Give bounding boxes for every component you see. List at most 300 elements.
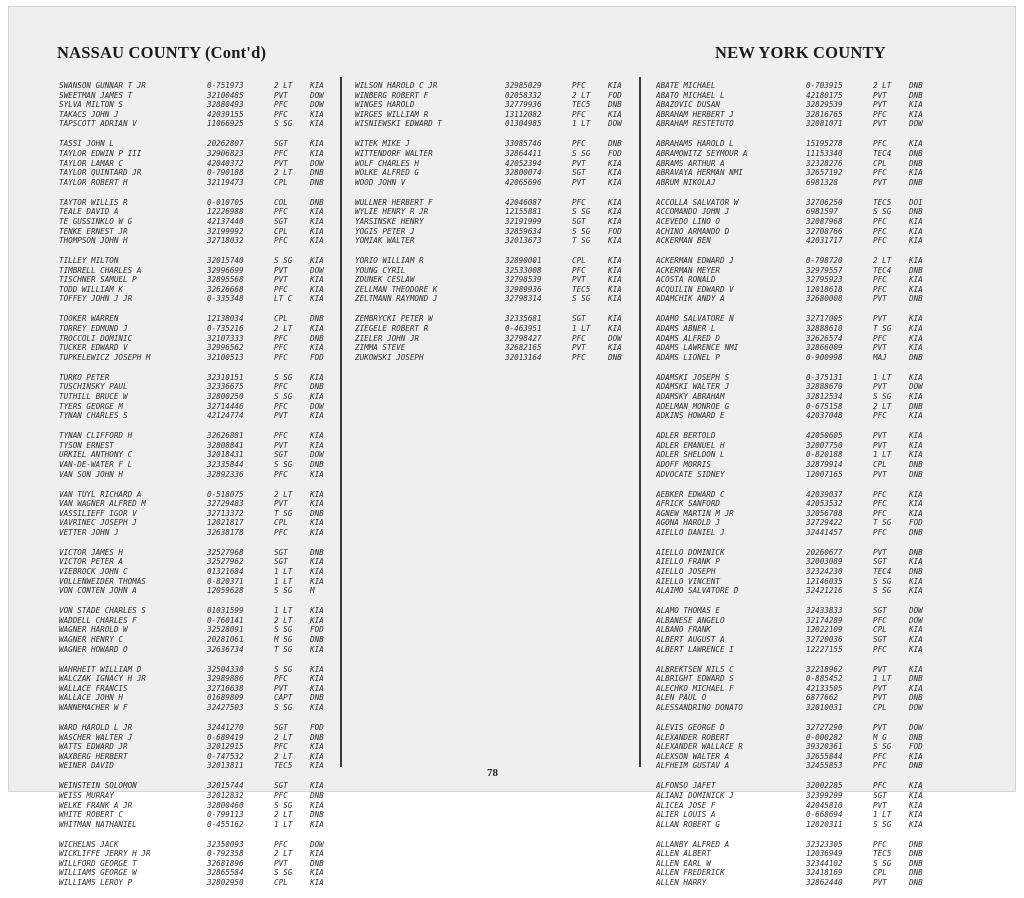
entry-name: ALIANI DOMINICK J bbox=[656, 790, 734, 800]
entry-name: WITTENDORF WALTER bbox=[355, 148, 433, 158]
entry-name: ALAIMO SALVATORE D bbox=[656, 586, 739, 596]
roster-entry bbox=[656, 392, 933, 402]
entry-rank: SGT bbox=[873, 635, 887, 645]
entry-name: ADELMAN MONROE G bbox=[656, 401, 730, 411]
entry-status: KIA bbox=[608, 284, 622, 294]
entry-name: ADAMSKI JOSEPH S bbox=[656, 372, 730, 382]
entry-status: DNB bbox=[909, 294, 923, 304]
entry-service-number: 0-900998 bbox=[806, 352, 843, 362]
roster-entry bbox=[656, 577, 933, 587]
roster-entry bbox=[656, 625, 933, 635]
entry-status: KIA bbox=[310, 781, 324, 791]
entry-rank: COL bbox=[274, 197, 288, 207]
entry-status: DNB bbox=[909, 459, 923, 469]
entry-name: WILLIAMS LEROY P bbox=[59, 878, 133, 888]
entry-name: TUSCHINSKY PAUL bbox=[59, 382, 128, 392]
entry-service-number: 32681896 bbox=[207, 858, 244, 868]
entry-status: DNB bbox=[909, 761, 923, 771]
entry-name: AIELLO VINCENT bbox=[656, 576, 721, 586]
roster-group bbox=[355, 314, 632, 362]
entry-rank: PVT bbox=[274, 411, 288, 421]
roster-entry bbox=[656, 810, 933, 820]
column-divider bbox=[639, 77, 641, 767]
roster-entry bbox=[355, 275, 632, 285]
roster-entry bbox=[59, 266, 334, 276]
entry-name: THOMPSON JOHN H bbox=[59, 236, 128, 246]
entry-service-number: 32636734 bbox=[207, 644, 244, 654]
entry-name: ACKERMAN MEYER bbox=[656, 265, 721, 275]
entry-name: WILSON HAROLD C JR bbox=[355, 81, 438, 90]
entry-status: KIA bbox=[909, 275, 923, 285]
entry-service-number: 32816765 bbox=[806, 109, 843, 119]
roster-entry bbox=[656, 149, 933, 159]
entry-rank: SGT bbox=[274, 722, 288, 732]
entry-status: KIA bbox=[310, 819, 324, 829]
entry-service-number: 32729483 bbox=[207, 499, 244, 509]
entry-status: KIA bbox=[608, 265, 622, 275]
entry-status: KIA bbox=[310, 431, 324, 441]
entry-service-number: 15195278 bbox=[806, 139, 843, 149]
entry-service-number: 32892336 bbox=[207, 469, 244, 479]
entry-status: KIA bbox=[608, 177, 622, 187]
entry-name: ACCOLLA SALVATOR W bbox=[656, 197, 739, 207]
entry-service-number: 12138034 bbox=[207, 314, 244, 324]
document-page bbox=[8, 6, 1016, 888]
entry-rank: 1 LT bbox=[873, 372, 892, 382]
entry-name: ALIER LOUIS A bbox=[656, 810, 716, 820]
entry-status: FOD bbox=[608, 226, 622, 236]
roster-entry bbox=[355, 168, 632, 178]
entry-name: ZUKOWSKI JOSEPH bbox=[355, 352, 424, 362]
entry-rank: PVT bbox=[873, 382, 887, 392]
entry-service-number: 32866009 bbox=[806, 343, 843, 353]
roster-entry bbox=[59, 324, 334, 334]
entry-rank: PVT bbox=[274, 683, 288, 693]
entry-rank: 2 LT bbox=[274, 732, 293, 742]
roster-entry bbox=[355, 119, 632, 129]
entry-service-number: 32100485 bbox=[207, 90, 244, 100]
entry-rank: SGT bbox=[274, 450, 288, 460]
entry-name: ADAMSKY ABRAHAM bbox=[656, 391, 725, 401]
entry-service-number: 12059628 bbox=[207, 586, 244, 596]
entry-service-number: 12007165 bbox=[806, 469, 843, 479]
entry-service-number: 32706250 bbox=[806, 197, 843, 207]
entry-name: WEINSTEIN SOLOMON bbox=[59, 781, 137, 791]
entry-status: DNB bbox=[909, 177, 923, 187]
entry-name: WOLKE ALFRED G bbox=[355, 168, 420, 178]
entry-name: ALEXANDER ROBERT bbox=[656, 732, 730, 742]
entry-service-number: 12226988 bbox=[207, 207, 244, 217]
entry-status: KIA bbox=[310, 567, 324, 577]
entry-rank: S SG bbox=[274, 800, 293, 810]
entry-rank: PVT bbox=[873, 440, 887, 450]
entry-rank: PFC bbox=[873, 781, 887, 791]
entry-service-number: 32638178 bbox=[207, 527, 244, 537]
entry-rank: TEC4 bbox=[873, 567, 892, 577]
roster-entry bbox=[59, 392, 334, 402]
entry-rank: PVT bbox=[873, 314, 887, 324]
entry-service-number: 32864411 bbox=[505, 148, 542, 158]
entry-service-number: 0-675158 bbox=[806, 401, 843, 411]
entry-service-number: 32533008 bbox=[505, 265, 542, 275]
roster-group bbox=[59, 723, 334, 771]
entry-rank: CPL bbox=[274, 314, 288, 324]
entry-status: DNB bbox=[310, 693, 324, 703]
entry-rank: PFC bbox=[572, 352, 586, 362]
entry-rank: CPL bbox=[873, 702, 887, 712]
entry-status: KIA bbox=[310, 284, 324, 294]
entry-rank: PVT bbox=[873, 431, 887, 441]
entry-rank: PFC bbox=[873, 508, 887, 518]
entry-service-number: 32862440 bbox=[806, 878, 843, 888]
entry-rank: MAJ bbox=[873, 352, 887, 362]
entry-rank: 2 LT bbox=[274, 81, 293, 90]
entry-service-number: 32890001 bbox=[505, 256, 542, 266]
entry-name: ALFHEIM GUSTAV A bbox=[656, 761, 730, 771]
roster-entry bbox=[59, 665, 334, 675]
entry-service-number: 13112082 bbox=[505, 109, 542, 119]
entry-rank: SGT bbox=[274, 139, 288, 149]
entry-rank: PFC bbox=[274, 207, 288, 217]
entry-rank: SGT bbox=[873, 606, 887, 616]
entry-status: DNB bbox=[909, 547, 923, 557]
entry-service-number: 32174289 bbox=[806, 615, 843, 625]
entry-name: YORIO WILLIAM R bbox=[355, 256, 424, 266]
entry-name: VON CONTEN JOHN A bbox=[59, 586, 137, 596]
entry-service-number: 32007750 bbox=[806, 440, 843, 450]
roster-entry bbox=[656, 382, 933, 392]
entry-status: KIA bbox=[909, 489, 923, 499]
entry-rank: SGT bbox=[274, 557, 288, 567]
entry-rank: PVT bbox=[873, 100, 887, 110]
roster-group bbox=[656, 431, 933, 479]
entry-rank: T SG bbox=[873, 518, 892, 528]
entry-status: KIA bbox=[310, 236, 324, 246]
entry-rank: PFC bbox=[572, 197, 586, 207]
entry-service-number: 0-790188 bbox=[207, 168, 244, 178]
entry-status: DNB bbox=[909, 732, 923, 742]
entry-rank: PFC bbox=[873, 615, 887, 625]
entry-status: DNB bbox=[310, 547, 324, 557]
roster-group bbox=[355, 256, 632, 304]
entry-status: KIA bbox=[310, 702, 324, 712]
entry-status: DOW bbox=[909, 382, 923, 392]
entry-name: TASSI JOHN L bbox=[59, 139, 114, 149]
entry-status: KIA bbox=[608, 216, 622, 226]
entry-status: KIA bbox=[909, 644, 923, 654]
entry-status: DNB bbox=[909, 207, 923, 217]
entry-service-number: 0-689419 bbox=[207, 732, 244, 742]
roster-entry bbox=[656, 460, 933, 470]
entry-service-number: 32336675 bbox=[207, 382, 244, 392]
entry-status: FOD bbox=[310, 625, 324, 635]
entry-name: TAYTOR WILLIS R bbox=[59, 197, 128, 207]
roster-entry bbox=[59, 742, 334, 752]
roster-entry bbox=[59, 178, 334, 188]
entry-name: ABAZOVIC DUSAN bbox=[656, 100, 721, 110]
entry-name: AIELLO JOSEPH bbox=[656, 567, 716, 577]
entry-rank: PFC bbox=[274, 284, 288, 294]
entry-name: ABRAMOWITZ SEYMOUR A bbox=[656, 148, 748, 158]
entry-rank: PVT bbox=[274, 265, 288, 275]
entry-service-number: 01031599 bbox=[207, 606, 244, 616]
roster-entry bbox=[656, 91, 933, 101]
roster-entry bbox=[656, 801, 933, 811]
entry-service-number: 0-792358 bbox=[207, 849, 244, 859]
entry-status: KIA bbox=[909, 508, 923, 518]
roster-entry bbox=[656, 324, 933, 334]
entry-name: ADLER SHELDON L bbox=[656, 450, 725, 460]
entry-service-number: 0-747532 bbox=[207, 751, 244, 761]
entry-status: DNB bbox=[909, 401, 923, 411]
entry-status: KIA bbox=[909, 586, 923, 596]
entry-rank: CPL bbox=[274, 518, 288, 528]
roster-entry bbox=[656, 781, 933, 791]
entry-name: VICTOR JAMES H bbox=[59, 547, 124, 557]
entry-service-number: 32713372 bbox=[207, 508, 244, 518]
roster-entry bbox=[59, 548, 334, 558]
roster-entry bbox=[59, 382, 334, 392]
entry-status: KIA bbox=[310, 119, 324, 129]
entry-service-number: 02058332 bbox=[505, 90, 542, 100]
entry-name: ZELTMANN RAYMOND J bbox=[355, 294, 438, 304]
entry-status: KIA bbox=[310, 868, 324, 878]
entry-service-number: 32829539 bbox=[806, 100, 843, 110]
entry-name: WAXBERG HERBERT bbox=[59, 751, 128, 761]
entry-status: KIA bbox=[909, 256, 923, 266]
entry-service-number: 6981597 bbox=[806, 207, 839, 217]
roster-entry bbox=[656, 314, 933, 324]
entry-rank: TEC5 bbox=[572, 284, 591, 294]
roster-entry bbox=[656, 353, 933, 363]
entry-service-number: 32655844 bbox=[806, 751, 843, 761]
entry-rank: CPL bbox=[873, 158, 887, 168]
roster-entry bbox=[656, 450, 933, 460]
entry-rank: M G bbox=[873, 732, 887, 742]
entry-rank: S SG bbox=[572, 148, 591, 158]
entry-service-number: 33085746 bbox=[505, 139, 542, 149]
entry-name: WEINER DAVID bbox=[59, 761, 114, 771]
entry-service-number: 32888670 bbox=[806, 382, 843, 392]
roster-entry bbox=[656, 441, 933, 451]
entry-service-number: 32879914 bbox=[806, 459, 843, 469]
roster-entry bbox=[656, 586, 933, 596]
entry-rank: PVT bbox=[274, 275, 288, 285]
entry-name: VAN SON JOHN H bbox=[59, 469, 124, 479]
roster-entry bbox=[59, 139, 334, 149]
entry-rank: S SG bbox=[274, 372, 293, 382]
entry-service-number: 39320361 bbox=[806, 742, 843, 752]
entry-rank: PFC bbox=[873, 284, 887, 294]
entry-rank: PFC bbox=[572, 109, 586, 119]
entry-rank: S SG bbox=[274, 256, 293, 266]
entry-status: FOD bbox=[310, 722, 324, 732]
entry-status: DNB bbox=[310, 177, 324, 187]
entry-service-number: 32323305 bbox=[806, 839, 843, 849]
entry-rank: PVT bbox=[572, 158, 586, 168]
entry-rank: PVT bbox=[274, 440, 288, 450]
entry-service-number: 0-820188 bbox=[806, 450, 843, 460]
entry-rank: CPL bbox=[572, 256, 586, 266]
roster-entry bbox=[59, 402, 334, 412]
roster-entry bbox=[59, 490, 334, 500]
entry-name: AGNEW MARTIN M JR bbox=[656, 508, 734, 518]
roster-entry bbox=[59, 81, 334, 91]
entry-service-number: 12155881 bbox=[505, 207, 542, 217]
entry-service-number: 32455853 bbox=[806, 761, 843, 771]
entry-name: VASSILIEFF IGOR V bbox=[59, 508, 137, 518]
roster-entry bbox=[656, 119, 933, 129]
entry-service-number: 12036949 bbox=[806, 849, 843, 859]
entry-status: KIA bbox=[909, 440, 923, 450]
entry-status: KIA bbox=[909, 100, 923, 110]
entry-service-number: 32865584 bbox=[207, 868, 244, 878]
entry-status: KIA bbox=[909, 635, 923, 645]
entry-rank: PFC bbox=[274, 431, 288, 441]
entry-status: DOW bbox=[310, 265, 324, 275]
entry-status: KIA bbox=[608, 256, 622, 266]
entry-name: TORREY EDMUND J bbox=[59, 324, 128, 334]
entry-service-number: 32716638 bbox=[207, 683, 244, 693]
roster-group bbox=[656, 256, 933, 304]
entry-status: KIA bbox=[310, 109, 324, 119]
entry-name: ALFONSO JAFET bbox=[656, 781, 716, 791]
entry-status: DNB bbox=[310, 508, 324, 518]
entry-name: AEBKER EDWARD C bbox=[656, 489, 725, 499]
entry-rank: PFC bbox=[572, 265, 586, 275]
roster-entry bbox=[656, 266, 933, 276]
entry-service-number: 32708766 bbox=[806, 226, 843, 236]
roster-entry bbox=[59, 752, 334, 762]
entry-name: WOLF CHARLES H bbox=[355, 158, 420, 168]
roster-group bbox=[59, 198, 334, 246]
entry-status: DNB bbox=[909, 90, 923, 100]
entry-service-number: 0-799113 bbox=[207, 810, 244, 820]
entry-status: DNB bbox=[909, 158, 923, 168]
entry-name: ABRUM NIKOLAJ bbox=[656, 177, 716, 187]
entry-rank: PFC bbox=[572, 139, 586, 149]
roster-group bbox=[59, 606, 334, 654]
entry-status: DOI bbox=[909, 197, 923, 207]
entry-rank: PFC bbox=[274, 352, 288, 362]
entry-service-number: 32626881 bbox=[207, 431, 244, 441]
entry-rank: PVT bbox=[274, 858, 288, 868]
roster-entry bbox=[656, 217, 933, 227]
roster-group bbox=[656, 723, 933, 771]
roster-entry bbox=[656, 168, 933, 178]
entry-service-number: 32324230 bbox=[806, 567, 843, 577]
entry-name: ZEMBRYCKI PETER W bbox=[355, 314, 433, 324]
entry-name: ALLAN ROBERT G bbox=[656, 819, 721, 829]
entry-status: KIA bbox=[909, 664, 923, 674]
entry-status: KIA bbox=[909, 431, 923, 441]
entry-status: DOW bbox=[310, 90, 324, 100]
roster-entry bbox=[59, 645, 334, 655]
roster-entry bbox=[656, 840, 933, 850]
entry-rank: S SG bbox=[572, 294, 591, 304]
entry-status: DNB bbox=[310, 810, 324, 820]
entry-rank: CPL bbox=[873, 868, 887, 878]
roster-entry bbox=[656, 684, 933, 694]
entry-name: ADAMCHIK ANDY A bbox=[656, 294, 725, 304]
entry-name: TAPSCOTT ADRIAN V bbox=[59, 119, 137, 129]
entry-name: SWEETMAN JAMES T bbox=[59, 90, 133, 100]
entry-rank: PVT bbox=[572, 343, 586, 353]
entry-rank: SGT bbox=[572, 168, 586, 178]
roster-entry bbox=[656, 752, 933, 762]
entry-name: WEISS MURRAY bbox=[59, 790, 114, 800]
entry-name: ACQUILIN EDWARD V bbox=[656, 284, 734, 294]
entry-service-number: 32010031 bbox=[806, 702, 843, 712]
entry-name: ADAMS LAWRENCE NMI bbox=[656, 343, 739, 353]
roster-group bbox=[656, 490, 933, 538]
entry-rank: 2 LT bbox=[274, 489, 293, 499]
entry-name: ALLEN FREDERICK bbox=[656, 868, 725, 878]
entry-service-number: 32100513 bbox=[207, 352, 244, 362]
roster-entry bbox=[59, 635, 334, 645]
entry-rank: S SG bbox=[274, 459, 293, 469]
entry-name: WIRGES WILLIAM R bbox=[355, 109, 429, 119]
roster-entry bbox=[656, 733, 933, 743]
entry-name: VAN-DE-WATER F L bbox=[59, 459, 133, 469]
entry-name: ADAMSKI WALTER J bbox=[656, 382, 730, 392]
entry-status: DNB bbox=[909, 878, 923, 888]
entry-name: ALLANBY ALFRED A bbox=[656, 839, 730, 849]
entry-service-number: 11153340 bbox=[806, 148, 843, 158]
roster-entry bbox=[59, 353, 334, 363]
entry-status: KIA bbox=[310, 294, 324, 304]
entry-name: ADLER EMANUEL H bbox=[656, 440, 725, 450]
entry-name: VAN WAGNER ALFRED M bbox=[59, 499, 146, 509]
entry-rank: SGT bbox=[873, 790, 887, 800]
entry-status: DNB bbox=[909, 839, 923, 849]
entry-service-number: 32996699 bbox=[207, 265, 244, 275]
entry-status: DNB bbox=[909, 858, 923, 868]
entry-status: DOW bbox=[608, 119, 622, 129]
entry-rank: S SG bbox=[572, 226, 591, 236]
entry-status: KIA bbox=[909, 557, 923, 567]
roster-entry bbox=[59, 586, 334, 596]
entry-name: WAGNER HOWARD O bbox=[59, 644, 128, 654]
entry-name: ABRAHAM HERBERT J bbox=[656, 109, 734, 119]
entry-status: KIA bbox=[909, 790, 923, 800]
entry-name: TAYLOR EDWIN P III bbox=[59, 148, 142, 158]
entry-status: KIA bbox=[909, 450, 923, 460]
roster-entry bbox=[656, 645, 933, 655]
roster-group bbox=[59, 373, 334, 421]
roster-entry bbox=[59, 801, 334, 811]
entry-rank: SGT bbox=[572, 314, 586, 324]
entry-rank: PFC bbox=[873, 216, 887, 226]
entry-service-number: 32720036 bbox=[806, 635, 843, 645]
entry-status: FOD bbox=[909, 742, 923, 752]
roster-group bbox=[59, 781, 334, 829]
entry-status: KIA bbox=[909, 139, 923, 149]
roster-entry bbox=[59, 168, 334, 178]
roster-entry bbox=[656, 616, 933, 626]
entry-service-number: 32310151 bbox=[207, 372, 244, 382]
entry-name: ALBANO FRANK bbox=[656, 625, 711, 635]
roster-entry bbox=[59, 820, 334, 830]
entry-rank: PVT bbox=[873, 683, 887, 693]
roster-entry bbox=[59, 294, 334, 304]
entry-status: KIA bbox=[909, 576, 923, 586]
roster-entry bbox=[355, 81, 632, 91]
entry-rank: PVT bbox=[873, 722, 887, 732]
roster-entry bbox=[59, 343, 334, 353]
roster-group bbox=[656, 139, 933, 187]
entry-name: VOLLENWEIDER THOMAS bbox=[59, 576, 146, 586]
